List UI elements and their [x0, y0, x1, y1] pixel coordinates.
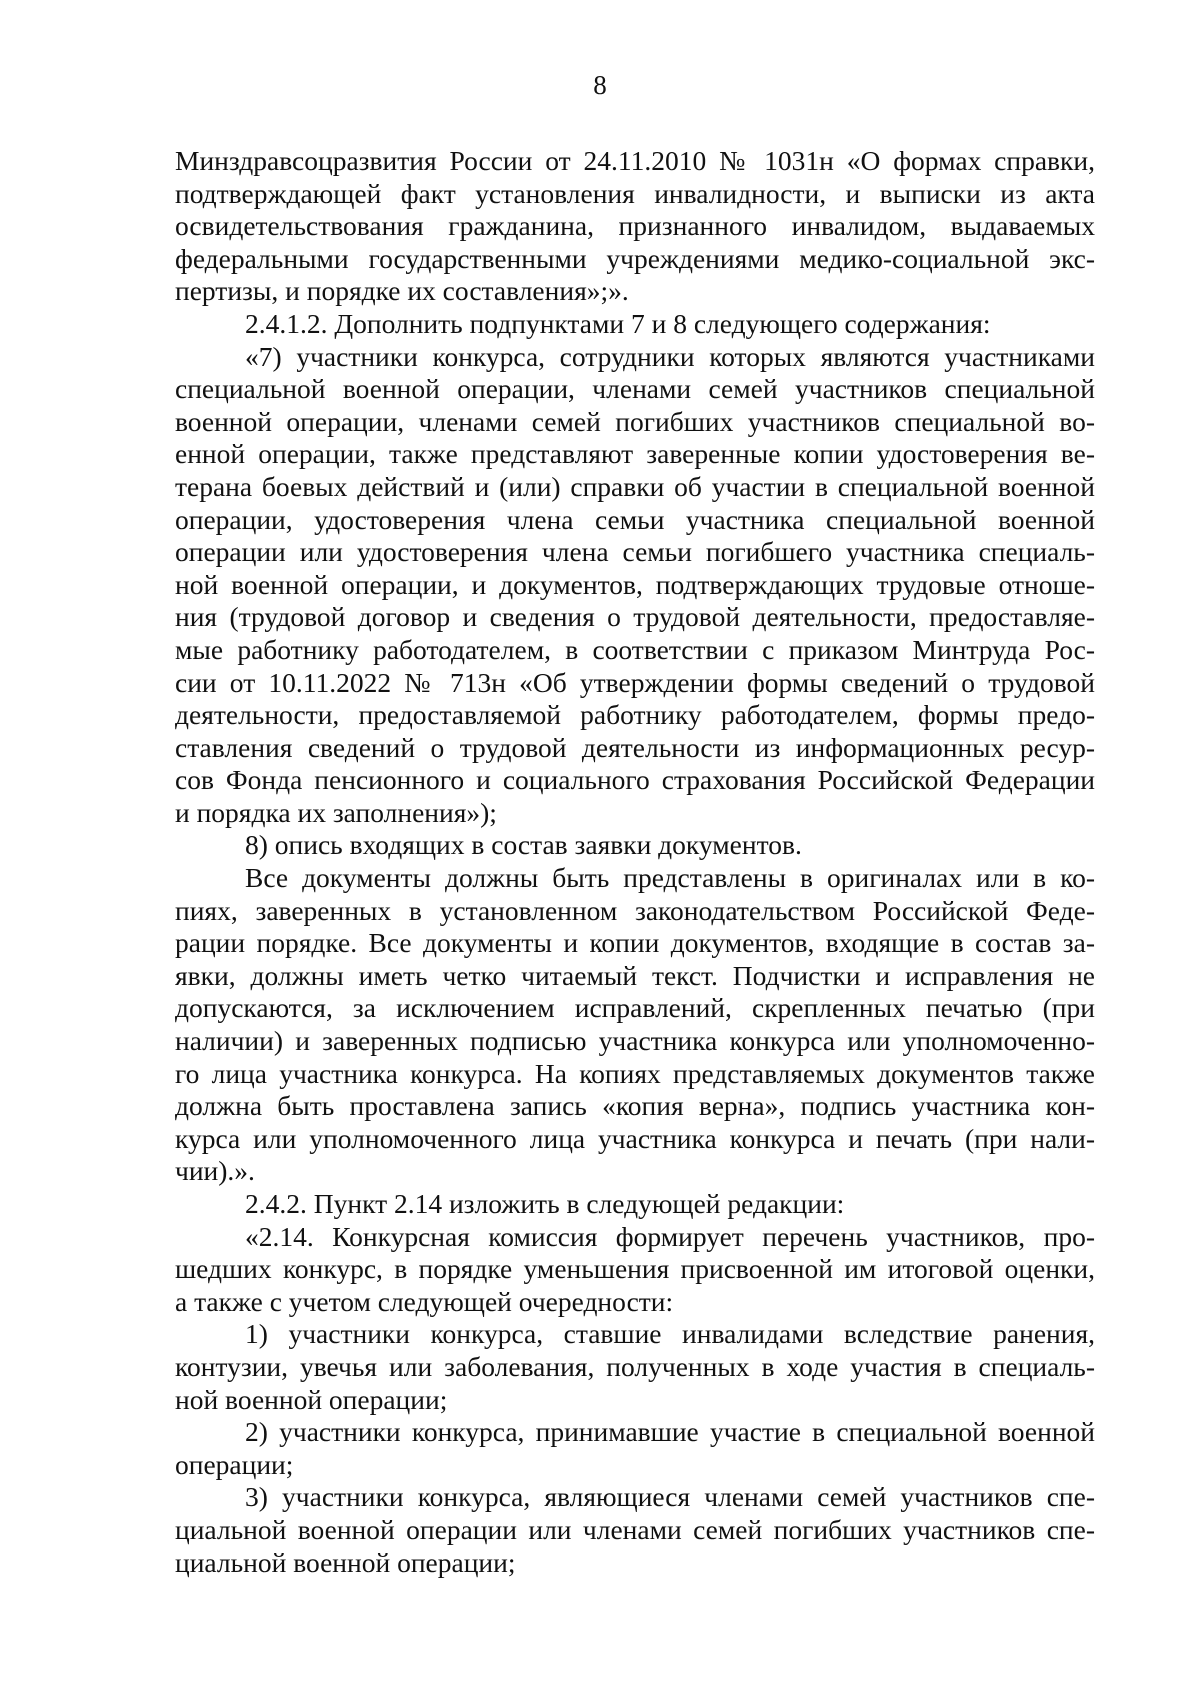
- text-line: циальной военной операции;: [175, 1546, 516, 1578]
- text-line: Минздравсоцразвития России от 24.11.2010 № 1031н «О формах справки,: [175, 145, 1095, 176]
- text-line: операции, удостоверения члена семьи участника специальной военной: [175, 503, 1095, 535]
- paragraph: [175, 341, 1095, 830]
- text-line: подтверждающей факт установления инвалидности, и выписки из акта: [175, 177, 1095, 209]
- text-line: федеральными государственными учреждениями медико-социальной экс-: [175, 242, 1095, 274]
- text-line: мые работнику работодателем, в соответствии с приказом Минтруда Рос-: [175, 633, 1095, 665]
- paragraph: [175, 308, 1095, 341]
- text-line: наличии) и заверенных подписью участника конкурса или уполномоченно-: [175, 1025, 1095, 1057]
- text-line: го лица участника конкурса. На копиях представляемых документов также: [175, 1057, 1095, 1089]
- paragraph: [175, 829, 1095, 862]
- paragraph: [175, 145, 1095, 308]
- text-line: деятельности, предоставляемой работнику работодателем, формы предо-: [175, 699, 1095, 731]
- text-line: ния (трудовой договор и сведения о трудовой деятельности, предоставляе-: [175, 601, 1095, 633]
- text-line: «7) участники конкурса, сотрудники которых являются участниками: [245, 340, 1095, 372]
- paragraph: [175, 1318, 1095, 1416]
- text-line: 3) участники конкурса, являющиеся членами семей участников спе-: [245, 1481, 1095, 1513]
- text-line: и порядка их заполнения»);: [175, 796, 497, 828]
- paragraph: [175, 1188, 1095, 1221]
- text-line: ной военной операции;: [175, 1383, 448, 1415]
- text-line: 2.4.1.2. Дополнить подпунктами 7 и 8 следующего содержания:: [245, 307, 991, 339]
- paragraph: [175, 1221, 1095, 1319]
- text-line: ной военной операции, и документов, подтверждающих трудовые отноше-: [175, 568, 1095, 600]
- text-line: циальной военной операции или членами семей погибших участников спе-: [175, 1513, 1095, 1545]
- text-line: операции или удостоверения члена семьи погибшего участника специаль-: [175, 536, 1095, 568]
- text-line: терана боевых действий и (или) справки об участии в специальной военной: [175, 470, 1095, 502]
- document-body: [175, 145, 1095, 1579]
- text-line: 2) участники конкурса, принимавшие участие в специальной военной: [245, 1416, 1095, 1448]
- text-line: контузии, увечья или заболевания, полученных в ходе участия в специаль-: [175, 1350, 1095, 1382]
- text-line: Все документы должны быть представлены в оригиналах или в ко-: [245, 862, 1095, 894]
- text-line: шедших конкурс, в порядке уменьшения присвоенной им итоговой оценки,: [175, 1253, 1095, 1285]
- text-line: военной операции, членами семей погибших участников специальной во-: [175, 405, 1095, 437]
- text-line: а также с учетом следующей очередности:: [175, 1285, 674, 1317]
- text-line: освидетельствования гражданина, признанного инвалидом, выдаваемых: [175, 210, 1095, 242]
- paragraph: [175, 1416, 1095, 1481]
- text-line: явки, должны иметь четко читаемый текст. Подчистки и исправления не: [175, 959, 1095, 991]
- text-line: сии от 10.11.2022 № 713н «Об утверждении формы сведений о трудовой: [175, 666, 1095, 698]
- page-number: 8: [593, 70, 607, 100]
- text-line: 2.4.2. Пункт 2.14 изложить в следующей редакции:: [245, 1188, 845, 1219]
- text-line: 8) опись входящих в состав заявки документов.: [245, 829, 802, 861]
- text-line: пертизы, и порядке их составления»;».: [175, 275, 629, 307]
- text-line: енной операции, также представляют заверенные копии удостоверения ве-: [175, 438, 1095, 470]
- text-line: курса или уполномоченного лица участника конкурса и печать (при нали-: [175, 1122, 1095, 1154]
- text-line: допускаются, за исключением исправлений, скрепленных печатью (при: [175, 992, 1095, 1024]
- text-line: специальной военной операции, членами семей участников специальной: [175, 373, 1095, 405]
- text-line: «2.14. Конкурсная комиссия формирует перечень участников, про-: [245, 1220, 1095, 1252]
- text-line: должна быть проставлена запись «копия верна», подпись участника кон-: [175, 1090, 1095, 1122]
- text-line: ставления сведений о трудовой деятельности из информационных ресур-: [175, 731, 1095, 763]
- text-line: операции;: [175, 1448, 294, 1480]
- paragraph: [175, 1481, 1095, 1579]
- text-line: пиях, заверенных в установленном законодательством Российской Феде-: [175, 894, 1095, 926]
- text-line: сов Фонда пенсионного и социального страхования Российской Федерации: [175, 764, 1095, 796]
- paragraph: [175, 862, 1095, 1188]
- text-line: 1) участники конкурса, ставшие инвалидами вследствие ранения,: [245, 1318, 1095, 1350]
- text-line: рации порядке. Все документы и копии документов, входящие в состав за-: [175, 927, 1095, 959]
- text-line: чии).».: [175, 1155, 255, 1187]
